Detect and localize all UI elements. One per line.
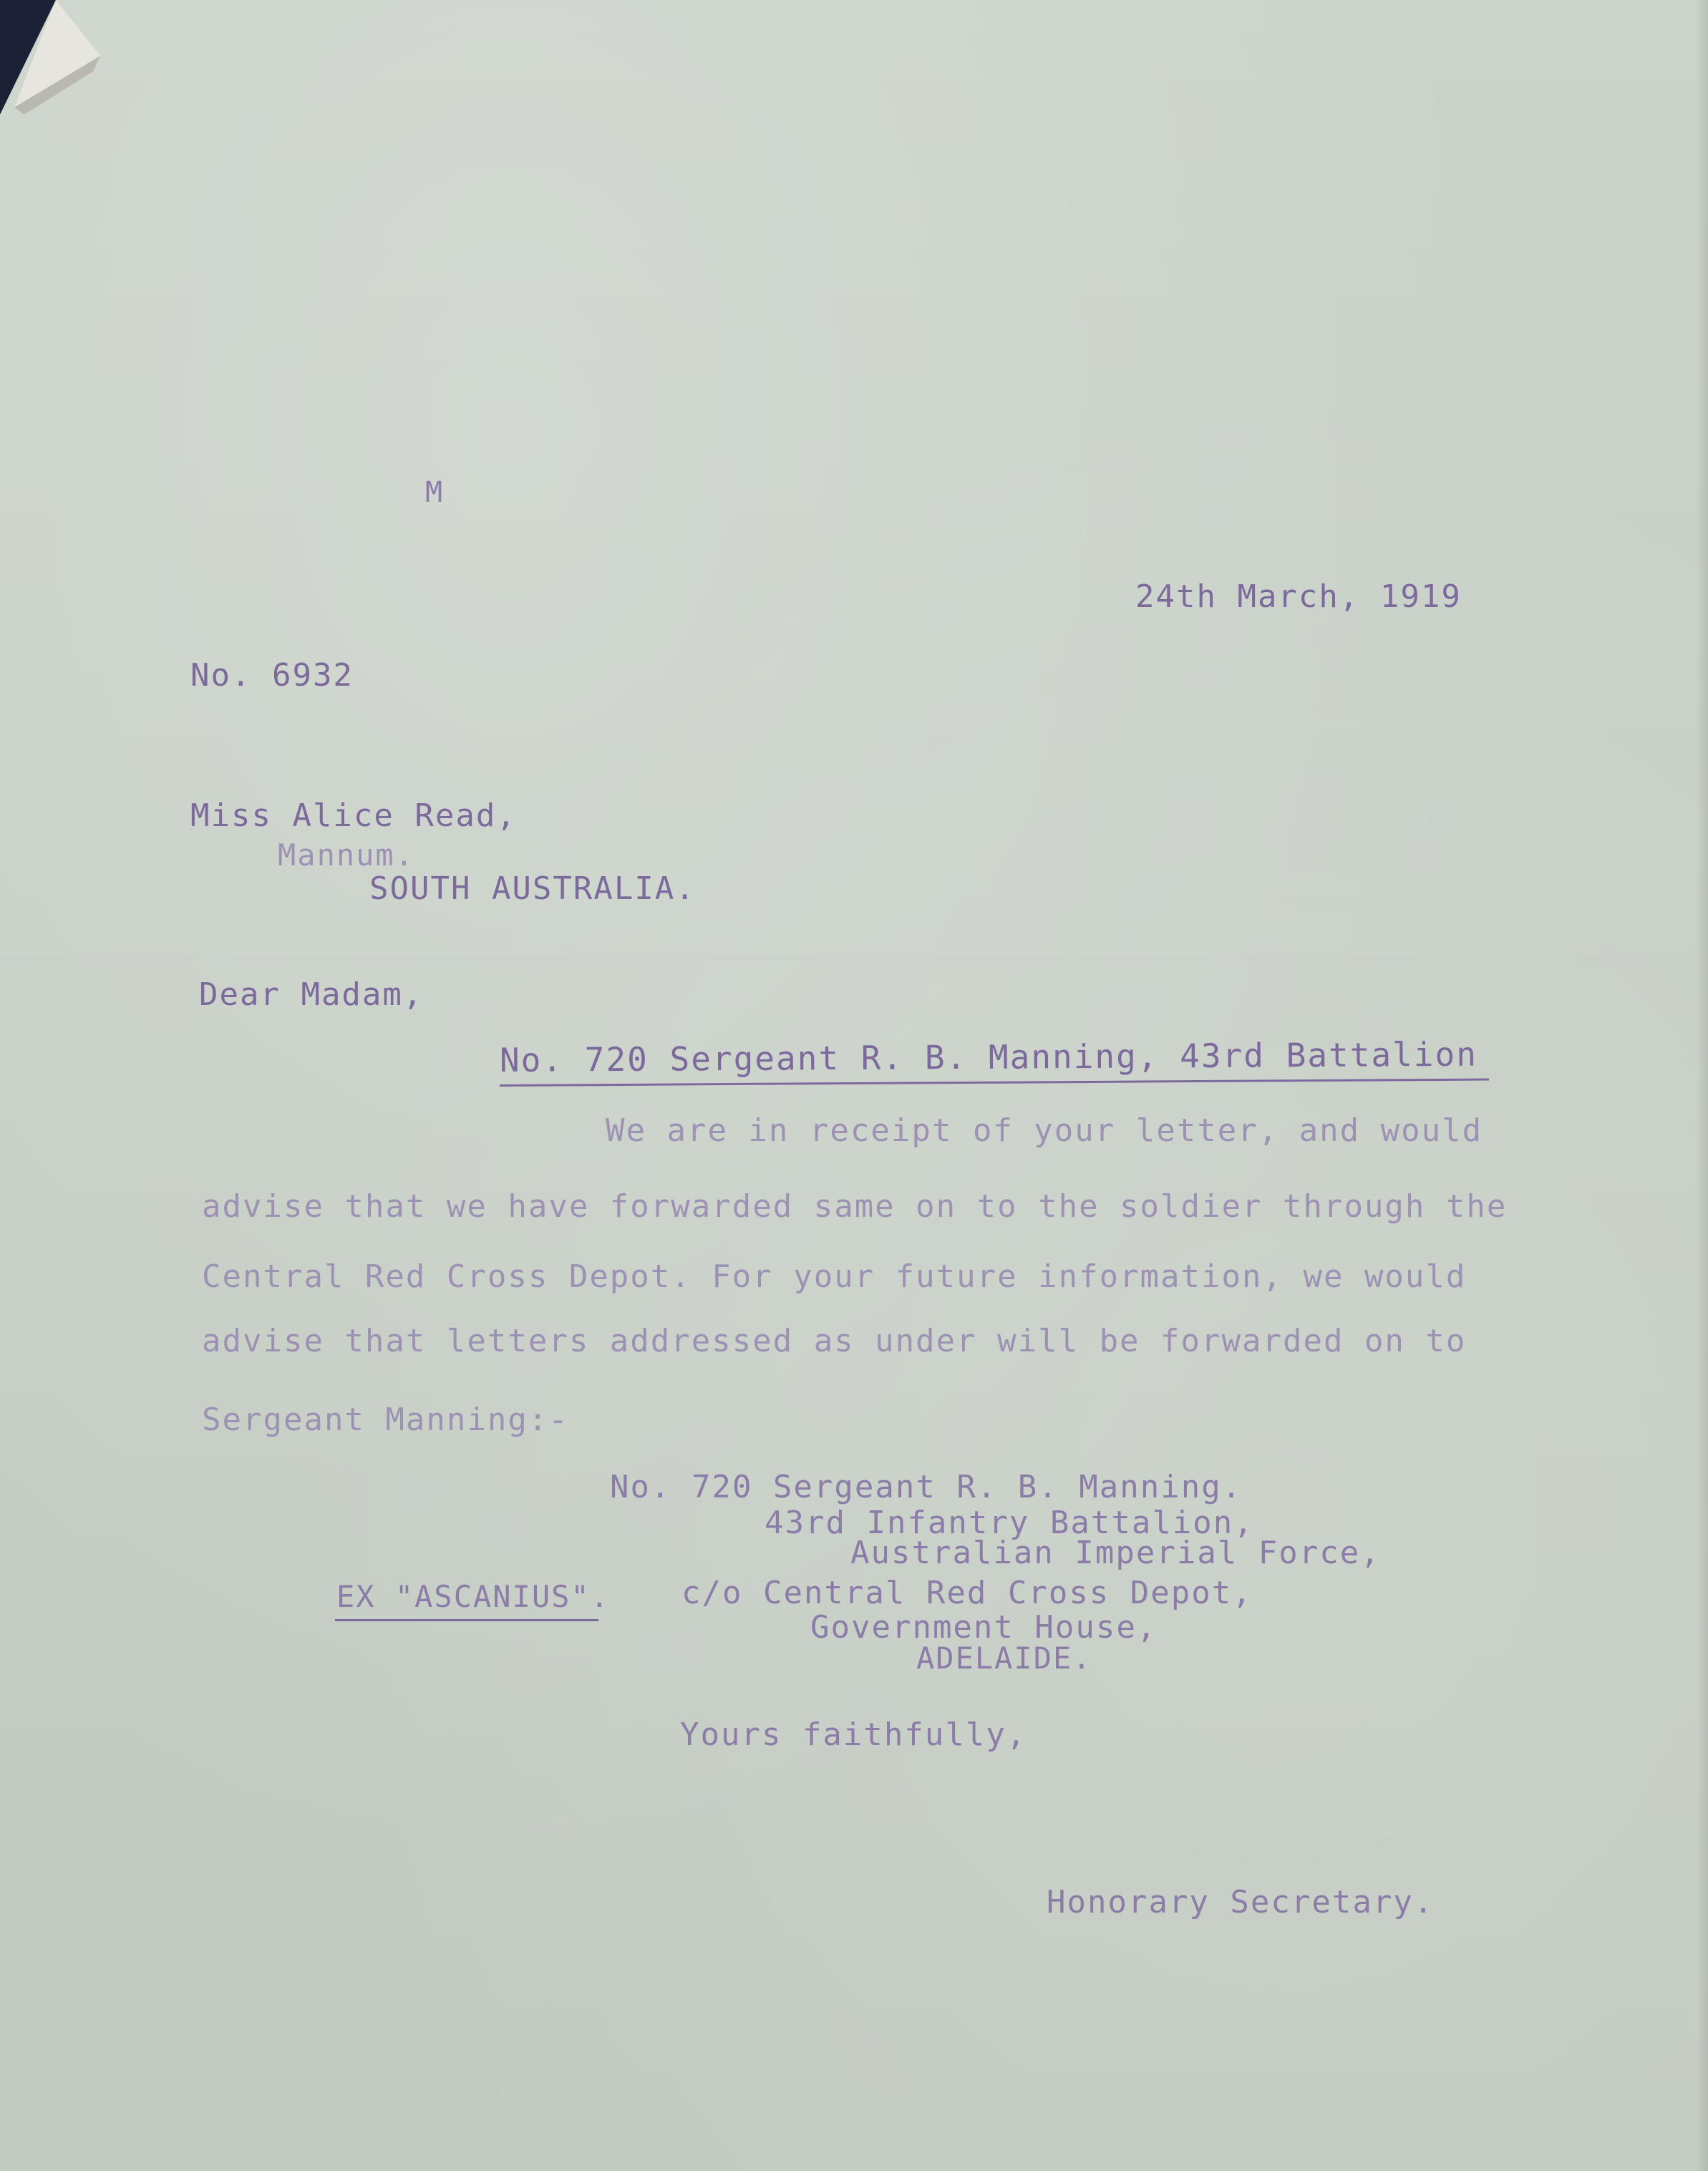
recipient-name: Miss Alice Read, (190, 797, 517, 834)
address-line-5: Government House, (810, 1609, 1158, 1646)
subject-underline (500, 1079, 1489, 1087)
address-line-4: c/o Central Red Cross Depot, (681, 1575, 1253, 1611)
recipient-town: Mannum. (278, 837, 415, 873)
ship-note: EX "ASCANIUS". (336, 1579, 611, 1614)
body-line-1: We are in receipt of your letter, and would (606, 1112, 1483, 1149)
salutation: Dear Madam, (199, 976, 424, 1013)
subject-heading: No. 720 Sergeant R. B. Manning, 43rd Battalion (499, 1034, 1478, 1079)
closing: Yours faithfully, (680, 1716, 1027, 1753)
address-line-2: 43rd Infantry Battalion, (765, 1505, 1254, 1541)
signature-title: Honorary Secretary. (1047, 1884, 1435, 1920)
body-line-5: Sergeant Manning:- (202, 1402, 569, 1438)
ship-note-underline (335, 1619, 598, 1621)
paper-edge (1697, 0, 1708, 2171)
body-line-4: advise that letters addressed as under will be forwarded on to (202, 1323, 1467, 1359)
letter-date: 24th March, 1919 (1135, 578, 1462, 615)
recipient-state: SOUTH AUSTRALIA. (369, 870, 696, 907)
reference-number: No. 6932 (190, 657, 354, 694)
folded-corner (0, 0, 100, 122)
file-mark: M (425, 476, 445, 509)
address-line-3: Australian Imperial Force, (850, 1535, 1381, 1571)
body-line-2: advise that we have forwarded same on to the soldier through the (202, 1188, 1508, 1225)
address-line-6: ADELAIDE. (916, 1641, 1092, 1676)
body-line-3: Central Red Cross Depot. For your future information, we would (202, 1258, 1467, 1295)
address-line-1: No. 720 Sergeant R. B. Manning. (610, 1469, 1243, 1505)
paper-fold (0, 959, 1708, 962)
